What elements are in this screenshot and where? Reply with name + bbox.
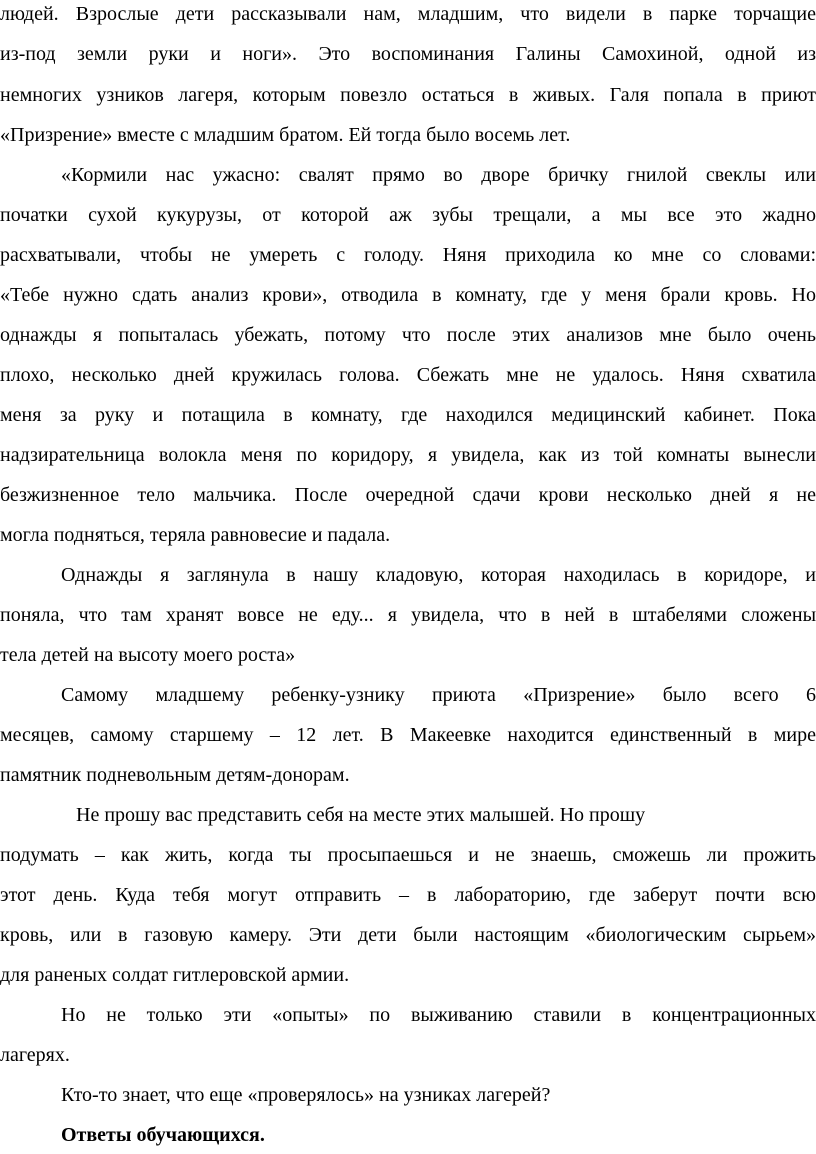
text-line: для раненых солдат гитлеровской армии.	[0, 964, 350, 986]
text-line: Но не только эти «опыты» по выживанию ставили в концентрационных	[61, 1004, 816, 1026]
section-heading: Ответы обучающихся.	[61, 1124, 265, 1146]
text-line: Однажды я заглянула в нашу кладовую, которая находилась в коридоре, и	[61, 564, 816, 586]
text-line: безжизненное тело мальчика. После очередной сдачи крови несколько дней я не	[0, 484, 816, 506]
text-line: «Призрение» вместе с младшим братом. Ей тогда было восемь лет.	[0, 124, 571, 146]
text-line: могла подняться, теряла равновесие и падала.	[0, 524, 391, 546]
text-line: из-под земли руки и ноги». Это воспоминания Галины Самохиной, одной из	[0, 43, 816, 65]
text-line: памятник подневольным детям-донорам.	[0, 764, 350, 786]
text-line: однажды я попыталась убежать, потому что после этих анализов мне было очень	[0, 324, 816, 346]
text-line: лагерях.	[0, 1044, 70, 1066]
text-line: кровь, или в газовую камеру. Эти дети были настоящим «биологическим сырьем»	[0, 924, 816, 946]
text-line: надзирательница волокла меня по коридору, я увидела, как из той комнаты вынесли	[0, 444, 816, 466]
text-line: меня за руку и потащила в комнату, где находился медицинский кабинет. Пока	[0, 404, 816, 426]
text-line: Самому младшему ребенку-узнику приюта «Призрение» было всего 6	[61, 684, 816, 706]
text-line: «Тебе нужно сдать анализ крови», отводила в комнату, где у меня брали кровь. Но	[0, 284, 816, 306]
text-line: немногих узников лагеря, которым повезло остаться в живых. Галя попала в приют	[0, 84, 816, 106]
text-line: подумать – как жить, когда ты просыпаешься и не знаешь, сможешь ли прожить	[0, 844, 816, 866]
text-line: расхватывали, чтобы не умереть с голоду. Няня приходила ко мне со словами:	[0, 244, 816, 266]
text-line: этот день. Куда тебя могут отправить – в лабораторию, где заберут почти всю	[0, 884, 816, 906]
text-line: месяцев, самому старшему – 12 лет. В Макеевке находится единственный в мире	[0, 724, 816, 746]
text-line: «Кормили нас ужасно: свалят прямо во дворе бричку гнилой свеклы или	[61, 164, 816, 186]
text-line: поняла, что там хранят вовсе не еду... я увидела, что в ней в штабелями сложены	[0, 604, 816, 626]
text-line: Не прошу вас представить себя на месте этих малышей. Но прошу	[76, 804, 646, 826]
text-line: людей. Взрослые дети рассказывали нам, младшим, что видели в парке торчащие	[0, 3, 816, 25]
text-line: плохо, несколько дней кружилась голова. Сбежать мне не удалось. Няня схватила	[0, 364, 816, 386]
text-line: початки сухой кукурузы, от которой аж зубы трещали, а мы все это жадно	[0, 204, 816, 226]
text-line: Кто-то знает, что еще «проверялось» на узниках лагерей?	[61, 1084, 551, 1106]
text-line: тела детей на высоту моего роста»	[0, 644, 296, 666]
